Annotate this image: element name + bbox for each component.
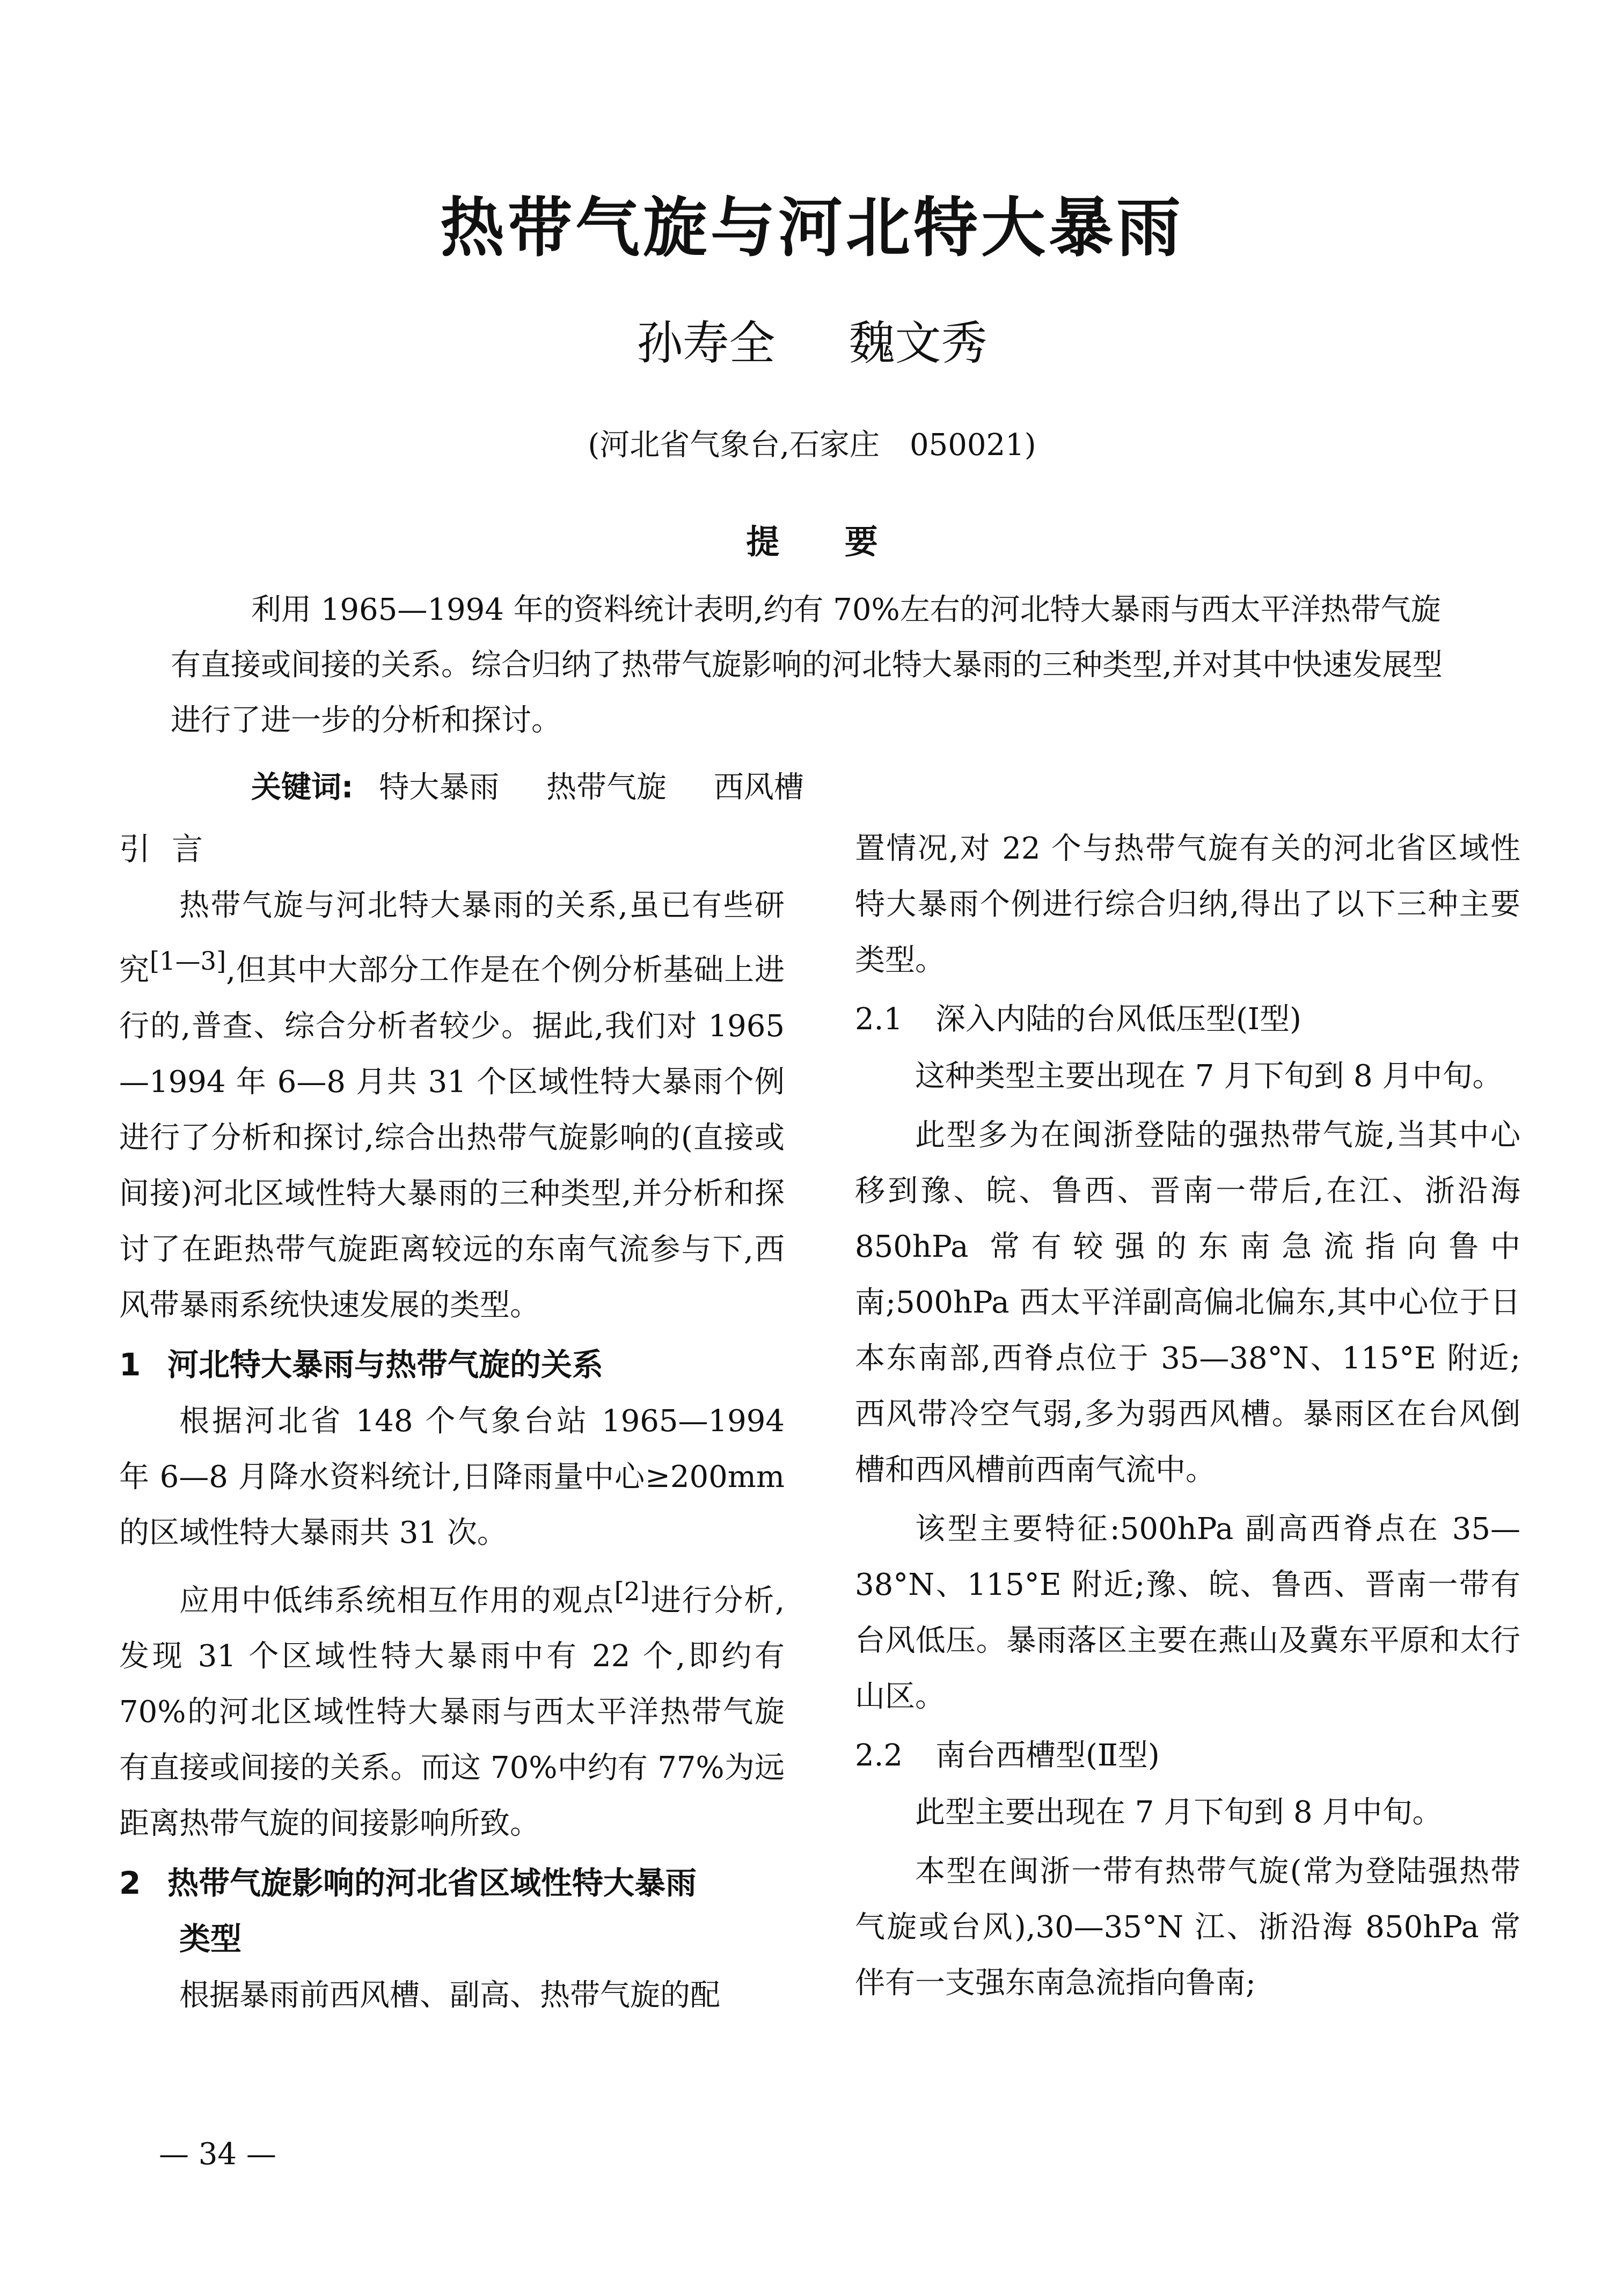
text-run: ,但其中大部分工作是在个例分析基础上进行的,普查、综合分析者较少。据此,我们对 1965—1994 年 6—8 月共 31 个区域性特大暴雨个例进行了分析和探讨,综合出热带气旋影响的(直接或间接)河北区域性特大暴雨的三种类型,并分析和探讨了在距热带气旋距离较远的东南气流参与下,西风带暴雨系统快速发展的类型。 — [119, 953, 785, 1323]
section-1-paragraph: 根据河北省 148 个气象台站 1965—1994 年 6—8 月降水资料统计,日降雨量中心≥200mm 的区域性特大暴雨共 31 次。 — [119, 1403, 785, 1550]
section-number: 2.1 — [855, 1002, 903, 1037]
text-run: 应用中低纬系统相互作用的观点 — [179, 1583, 615, 1618]
section-title-continued: 类型 — [179, 1921, 242, 1958]
section-number: 2 — [119, 1865, 141, 1902]
abstract-heading-char: 提 — [746, 522, 780, 561]
keywords-line — [251, 764, 1486, 812]
section-title: 河北特大暴雨与热带气旋的关系 — [167, 1346, 604, 1383]
subsection-2-2-heading — [855, 1728, 1520, 1784]
section-title: 热带气旋影响的河北省区域性特大暴雨 — [167, 1865, 697, 1902]
intro-paragraph — [119, 878, 785, 1334]
section-2-heading — [119, 1855, 785, 1967]
section-title: 南台西槽型(Ⅱ型) — [935, 1738, 1160, 1773]
author-line — [0, 314, 1624, 373]
section-number: 1 — [119, 1346, 141, 1383]
section-number: 2.2 — [855, 1738, 903, 1773]
section-1-heading — [119, 1337, 785, 1393]
subsection-2-2-paragraph: 此型主要出现在 7 月下旬到 8 月中旬。 — [915, 1795, 1443, 1830]
subsection-2-2-paragraph: 本型在闽浙一带有热带气旋(常为登陆强热带气旋或台风),30—35°N 江、浙沿海 850hPa 常伴有一支强东南急流指向鲁南; — [855, 1854, 1520, 2001]
abstract-heading-char: 要 — [844, 522, 878, 561]
section-2-paragraph-continued: 置情况,对 22 个与热带气旋有关的河北省区域性特大暴雨个例进行综合归纳,得出了以下三种主要类型。 — [855, 831, 1520, 978]
paper-title: 热带气旋与河北特大暴雨 — [440, 190, 1184, 266]
left-column — [119, 821, 785, 2027]
keyword: 西风槽 — [713, 770, 804, 805]
subsection-2-1-paragraph: 这种类型主要出现在 7 月下旬到 8 月中旬。 — [915, 1059, 1503, 1094]
subsection-2-1-paragraph: 此型多为在闽浙登陆的强热带气旋,当其中心移到豫、皖、鲁西、晋南一带后,在江、浙沿海 850hPa 常有较强的东南急流指向鲁中南;500hPa 西太平洋副高偏北偏东,其中心位于日本东南部,西脊点位于 35—38°N、115°E 附近;西风带冷空气弱,多为弱西风槽。暴雨区在台风倒槽和西风槽前西南气流中。 — [855, 1118, 1520, 1488]
subsection-2-1-heading — [855, 992, 1520, 1047]
right-column — [855, 821, 1520, 2014]
text-run: 热带气旋与河北特大暴雨的关系,虽已有些研究 — [119, 888, 785, 988]
intro-heading: 引言 — [119, 831, 225, 867]
section-2-paragraph: 根据暴雨前西风槽、副高、热带气旋的配 — [179, 1978, 720, 2013]
keywords-label: 关键词: — [251, 770, 354, 805]
citation: [1—3] — [149, 947, 226, 976]
author-name: 魏文秀 — [848, 317, 987, 370]
author-name: 孙寿全 — [637, 317, 776, 370]
abstract-body: 利用 1965—1994 年的资料统计表明,约有 70%左右的河北特大暴雨与西太平洋热带气旋有直接或间接的关系。综合归纳了热带气旋影响的河北特大暴雨的三种类型,并对其中快速发展型进行了进一步的分析和探讨。 — [171, 592, 1443, 738]
abstract-heading — [0, 519, 1624, 565]
subsection-2-1-paragraph: 该型主要特征:500hPa 副高西脊点在 35—38°N、115°E 附近;豫、皖、鲁西、晋南一带有台风低压。暴雨落区主要在燕山及冀东平原和太行山区。 — [855, 1512, 1520, 1714]
text-run: 进行分析,发现 31 个区域性特大暴雨中有 22 个,即约有 70%的河北区域性特大暴雨与西太平洋热带气旋有直接或间接的关系。而这 70%中约有 77%为远距离热带气旋的间接影响所致。 — [119, 1583, 785, 1842]
keyword: 热带气旋 — [546, 770, 667, 805]
keyword: 特大暴雨 — [379, 770, 500, 805]
page-number: — 34 — — [159, 2137, 276, 2172]
citation: [2] — [614, 1577, 650, 1607]
section-1-paragraph — [119, 1564, 785, 1852]
affiliation: (河北省气象台,石家庄 050021) — [588, 428, 1036, 463]
section-title: 深入内陆的台风低压型(Ⅰ型) — [935, 1002, 1301, 1037]
